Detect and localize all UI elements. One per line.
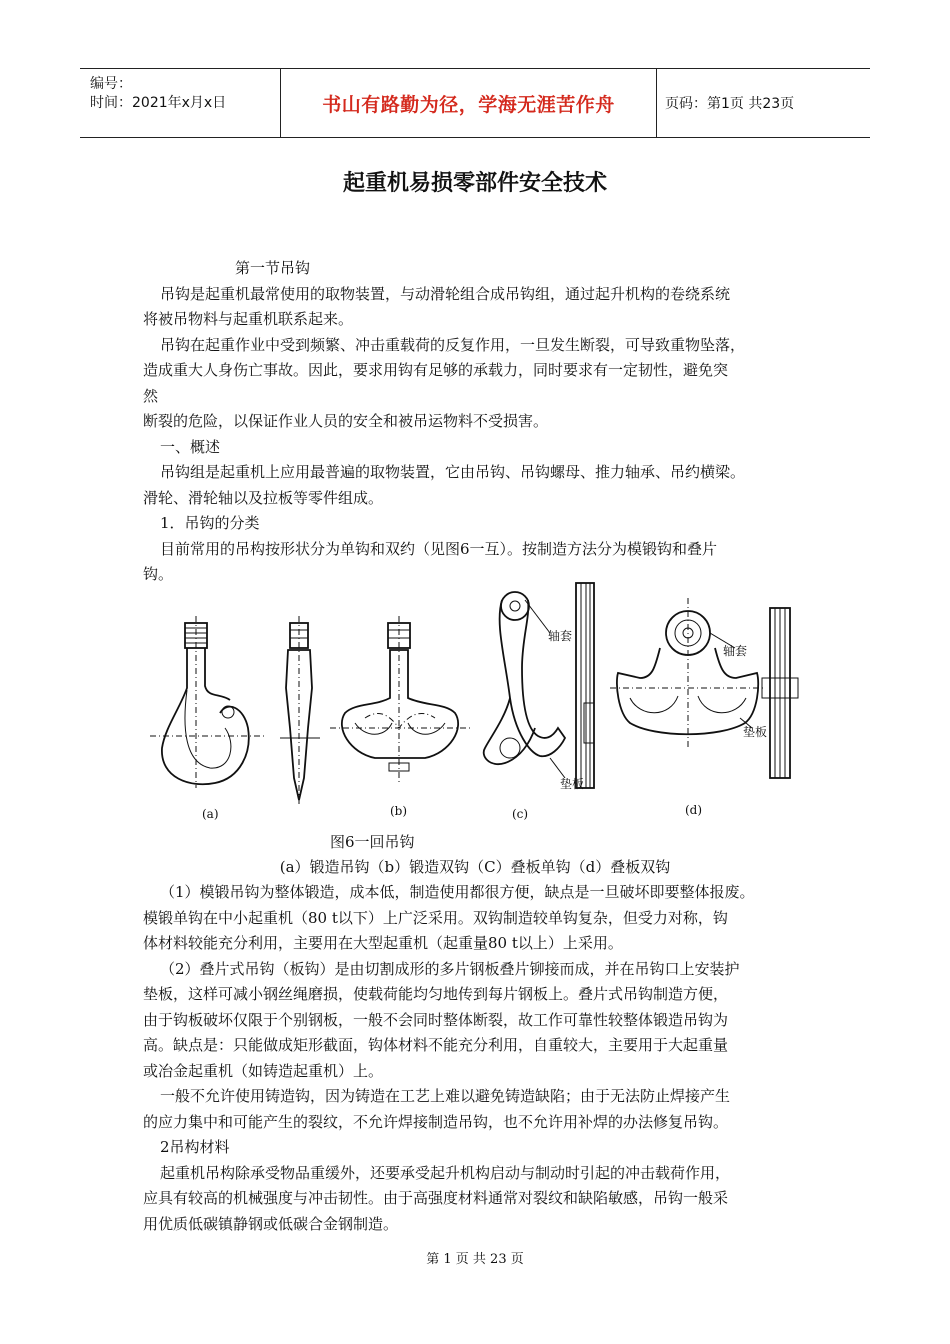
paragraph-line: （1）模锻吊钩为整体锻造，成本低，制造使用都很方便，缺点是一旦破坏即要整体报废。 xyxy=(160,883,755,901)
section-2-body xyxy=(143,880,818,1237)
hook-c-drawing xyxy=(484,583,594,788)
paragraph-line: 体材料较能充分利用，主要用在大型起重机（起重量80 t以上）上采用。 xyxy=(143,934,623,952)
callout-plate-d: 垫板 xyxy=(743,725,768,739)
paragraph-line: 由于钩板破坏仅限于个别钢板，一般不会同时整体断裂，故工作可靠性较整体锻造吊钩为 xyxy=(143,1010,729,1029)
page-footer: 第 1 页 共 23 页 xyxy=(426,1252,524,1267)
header-motto-cell xyxy=(280,69,657,137)
paragraph-line: 应具有较高的机械强度与冲击韧性。由于高强度材料通常对裂纹和缺陷敏感，吊钩一般采 xyxy=(143,1189,729,1207)
section-1-body xyxy=(143,256,813,588)
hook-a-side-view xyxy=(280,616,320,806)
paragraph-line: 模锻单钩在中小起重机（80 t以下）上广泛采用。双钩制造较单钩复杂，但受力对称，钩 xyxy=(143,908,728,927)
subsection-heading: 一、概述 xyxy=(160,437,221,456)
header-number-label: 编号： xyxy=(90,76,132,92)
subsection-heading: 1．吊钩的分类 xyxy=(160,514,260,532)
callout-plate-c: 垫板 xyxy=(560,777,585,791)
document-title: 起重机易损零部件安全技术 xyxy=(342,171,607,196)
figure-label-d: (d) xyxy=(685,803,703,817)
paragraph-line: 起重机吊构除承受物品重缓外，还要承受起升机构启动与制动时引起的冲击载荷作用， xyxy=(160,1163,731,1182)
paragraph-line: 一般不允许使用铸造钩，因为铸造在工艺上难以避免铸造缺陷；由于无法防止焊接产生 xyxy=(160,1087,731,1105)
hook-figure xyxy=(140,578,820,828)
paragraph-line: 或冶金起重机（如铸造起重机）上。 xyxy=(143,1061,384,1080)
paragraph-line: 钩。 xyxy=(143,565,174,583)
paragraph-line: （2）叠片式吊钩（板钩）是由切割成形的多片钢板叠片铆接而成，并在吊钩口上安装护 xyxy=(160,959,740,978)
subsection-heading: 2吊构材料 xyxy=(160,1138,230,1156)
paragraph-line: 垫板，这样可减小钢丝绳磨损，使载荷能均匀地传到每片钢板上。叠片式吊钩制造方便， xyxy=(143,985,729,1003)
paragraph-line: 吊钩是起重机最常使用的取物装置，与动滑轮组合成吊钩组，通过起升机构的卷绕系统 xyxy=(160,284,731,303)
header-meta xyxy=(80,69,280,137)
paragraph-line: 造成重大人身伤亡事故。因此，要求用钩有足够的承载力，同时要求有一定韧性，避免突 xyxy=(143,361,729,379)
paragraph-line: 的应力集中和可能产生的裂纹，不允许焊接制造吊钩，也不允许用补焊的办法修复吊钩。 xyxy=(143,1112,729,1131)
paragraph-line: 吊钩在起重作业中受到频繁、冲击重载荷的反复作用，一旦发生断裂，可导致重物坠落， xyxy=(160,335,746,354)
paragraph-line: 吊钩组是起重机上应用最普遍的取物装置，它由吊钩、吊钩螺母、推力轴承、吊约横梁。 xyxy=(160,463,746,481)
hook-a-drawing xyxy=(150,616,265,788)
callout-sleeve-d: 轴套 xyxy=(723,644,748,658)
paragraph-line: 断裂的危险，以保证作业人员的安全和被吊运物料不受损害。 xyxy=(143,412,549,430)
section-heading: 第一节吊钩 xyxy=(235,259,311,277)
hook-b-drawing xyxy=(330,616,470,783)
paragraph-line: 将被吊物料与起重机联系起来。 xyxy=(143,310,354,328)
figure-label-b: (b) xyxy=(390,804,408,818)
paragraph-line: 然 xyxy=(143,386,159,405)
figure-caption: 图6一回吊钩 xyxy=(330,833,415,851)
figure-subcaption: (a）锻造吊钩（b）锻造双钩（C）叠板单钩（d）叠板双钩 xyxy=(279,858,671,876)
callout-sleeve-c: 轴套 xyxy=(548,629,573,643)
header-page-info: 页码：第1页 共23页 xyxy=(665,96,795,112)
paragraph-line: 目前常用的吊构按形状分为单钩和双约（见图6一互）。按制造方法分为模锻钩和叠片 xyxy=(160,539,718,558)
paragraph-line: 高。缺点是：只能做成矩形截面，钩体材料不能充分利用，自重较大，主要用于大起重量 xyxy=(143,1036,729,1054)
header-time-label: 时间：2021年x月x日 xyxy=(90,95,227,111)
document-header xyxy=(80,68,870,138)
hook-drawings xyxy=(140,578,820,828)
paragraph-line: 滑轮、滑轮轴以及拉板等零件组成。 xyxy=(143,488,384,507)
figure-label-a: (a) xyxy=(202,807,219,821)
header-motto: 书山有路勤为径，学海无涯苦作舟 xyxy=(322,93,615,116)
paragraph-line: 用优质低碳镇静钢或低碳合金钢制造。 xyxy=(143,1214,399,1233)
hook-d-drawing xyxy=(610,598,798,778)
figure-label-c: (c) xyxy=(512,807,529,821)
